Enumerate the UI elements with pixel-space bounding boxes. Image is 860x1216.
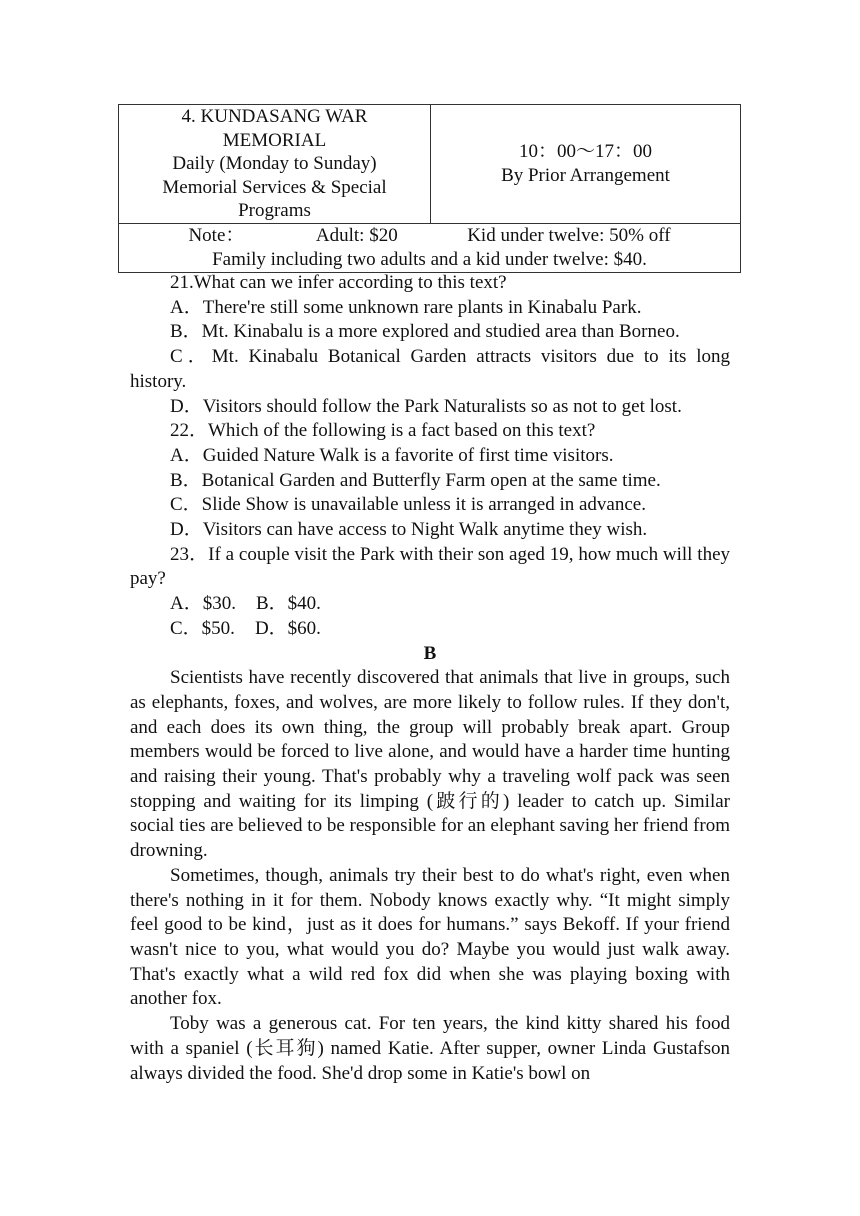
time-line: By Prior Arrangement	[501, 164, 670, 186]
venue-line: Programs	[238, 200, 311, 221]
table-row	[119, 105, 741, 224]
option-22-d: D．Visitors can have access to Night Walk anytime they wish.	[170, 519, 648, 541]
document-body	[130, 271, 730, 1086]
option-21-d: D．Visitors should follow the Park Naturalists so as not to get lost.	[170, 395, 682, 417]
options-23-row-1	[130, 592, 730, 617]
question-23: 23．If a couple visit the Park with their son aged 19, how much will they pay?	[130, 543, 730, 590]
schedule-table	[118, 104, 741, 273]
note-label: Note：	[188, 225, 245, 246]
venue-cell	[119, 105, 431, 224]
options-23-row-2	[130, 617, 730, 642]
note-line	[119, 224, 740, 248]
option-21-b: B．Mt. Kinabalu is a more explored and studied area than Borneo.	[170, 321, 680, 343]
paragraph: Toby was a generous cat. For ten years, the kind kitty shared his food with a spaniel (长耳狗) named Katie. After supper, owner Linda Gustafson always divided the food. She'd drop some in Katie's bowl on	[130, 1013, 730, 1084]
option-22-c: C．Slide Show is unavailable unless it is arranged in advance.	[170, 494, 646, 516]
venue-line: Memorial Services & Special	[162, 176, 387, 198]
option-23-a: A．$30.	[170, 593, 236, 615]
table-row	[119, 223, 741, 272]
option-21-a: A．There're still some unknown rare plants in Kinabalu Park.	[170, 296, 642, 318]
option-22-b: B．Botanical Garden and Butterfly Farm open at the same time.	[170, 469, 661, 491]
option-22-a: A．Guided Nature Walk is a favorite of first time visitors.	[170, 444, 614, 466]
venue-line: 4. KUNDASANG WAR	[181, 106, 368, 127]
question-21: 21.What can we infer according to this text?	[170, 272, 507, 293]
question-22: 22．Which of the following is a fact based on this text?	[170, 420, 596, 442]
time-line: 10：00～17：00	[518, 141, 652, 163]
note-cell	[119, 223, 741, 272]
option-23-d: D．$60.	[254, 617, 321, 639]
paragraph: Scientists have recently discovered that animals that live in groups, such as elephants, foxes, and wolves, are more likely to follow rules. If they don't, and each does its own thing, the group will probably break apart. Group members would be forced to live alone, and would have a harder time hunting and raising their young. That's probably why a traveling wolf pack was seen stopping and waiting for its limping (跛行的) leader to catch up. Similar social ties are believed to be responsible for an elephant saving her friend from drowning.	[130, 667, 730, 862]
venue-line: MEMORIAL	[222, 129, 327, 151]
option-21-c: C．Mt. Kinabalu Botanical Garden attracts visitors due to its long history.	[130, 346, 730, 392]
venue-line: Daily (Monday to Sunday)	[172, 153, 377, 174]
time-cell	[431, 105, 741, 224]
option-23-c: C．$50.	[170, 617, 235, 639]
option-23-b: B．$40.	[255, 593, 321, 615]
note-adult: Adult: $20	[315, 225, 398, 246]
section-heading: B	[423, 642, 437, 664]
paragraph: Sometimes, though, animals try their best to do what's right, even when there's nothing in it for them. Nobody knows exactly why. “It might simply feel good to be kind，just as it does for humans.” says Bekoff. If your friend wasn't nice to you, what would you do? Maybe you would just walk away. That's exactly what a wild red fox did when she was playing boxing with another fox.	[130, 864, 730, 1010]
note-family: Family including two adults and a kid under twelve: $40.	[212, 248, 647, 270]
note-kid: Kid under twelve: 50% off	[467, 225, 671, 246]
